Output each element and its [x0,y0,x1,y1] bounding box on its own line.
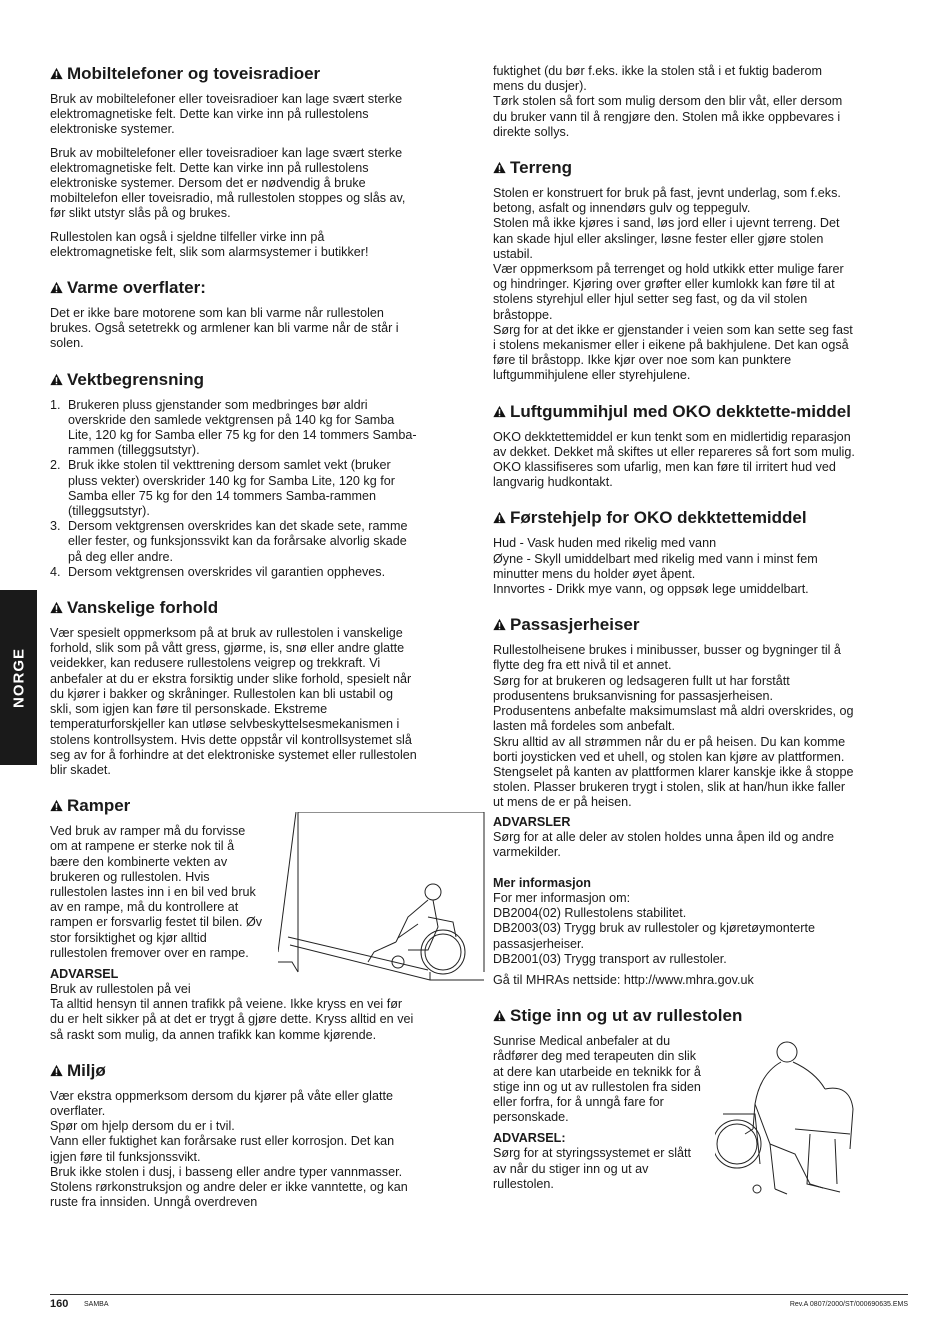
paragraph: OKO dekktettemiddel er kun tenkt som en midlertidig reparasjon av dekket. Dekket må skiftes ut eller repareres så fort som mulig. [493,429,855,459]
left-column [50,64,418,1228]
paragraph: DB2003(03) Trygg bruk av rullestoler og kjøretøymonterte passasjerheiser. [493,921,815,951]
section-forstehjelp [493,508,855,597]
ramp-illustration [278,812,486,988]
warning-icon [493,1009,506,1022]
paragraph: Øyne - Skyll umiddelbart med rikelig med vann i minst fem minutter mens du holder øyet åpent. [493,551,818,581]
section-stige [493,1006,855,1192]
paragraph: Stolen må ikke kjøres i sand, løs jord eller i ujevnt terreng. Det kan skade hjul eller akslinger, løsne fester eller gjøre stolen ustabil. [493,216,840,261]
weight-list [50,398,418,580]
paragraph: Vann eller fuktighet kan forårsake rust eller korrosjon. Det kan igjen føre til funksjonssvikt. [50,1134,395,1164]
paragraph: Sørg for at brukeren og ledsageren fullt ut har forstått produsentens bruksanvisning for passasjerheisen. [493,673,790,703]
heading-stige: Stige inn og ut av rullestolen [493,1006,855,1026]
section-passasjerheiser [493,615,855,988]
paragraph: Hud - Vask huden med rikelig med vann [493,536,717,551]
section-continued [493,64,855,140]
list-item: 4. Dersom vektgrensen overskrides vil garantien oppheves. [50,564,386,579]
warning-icon [493,405,506,418]
heading-vansk: Vanskelige forhold [50,598,418,618]
paragraph: Rullestolheisene brukes i minibusser, busser og bygninger til å flytte deg fra ett nivå til et annet. [493,643,841,673]
paragraph: Gå til MHRAs nettside: http://www.mhra.gov.uk [493,972,754,987]
paragraph: Stolen er konstruert for bruk på fast, jevnt underlag, som f.eks. betong, asfalt og innendørs gulv og teppegulv. [493,186,841,216]
right-column [493,64,855,1210]
warning-icon [50,1064,63,1077]
section-miljo [50,1061,418,1211]
warning-title: ADVARSLER [493,814,571,829]
paragraph: Det er ikke bare motorene som kan bli varme når rullestolen brukes. Også setetrekk og armlener kan bli varme når de står i solen. [50,306,399,351]
paragraph: Skru alltid av all strømmen når du er på heisen. Du kan komme borti joysticken ved et uhell, og stolen kan kjøre av plattformen. Stengselet på kanten av plattformen klarer kanskje ikke å stoppe stolen. Plasser brukeren trygt i stolen, slik at han/hun ikke faller ut mens de er på heisen. [493,734,854,810]
paragraph: Ta alltid hensyn til annen trafikk på veiene. Ikke kryss en vei før du er helt sikker på at det er trygt å gjøre dette. Kryss alltid en vei så raskt som mulig, da annen trafikk kan komme kjørende. [50,997,414,1042]
heading-ramper: Ramper [50,796,418,816]
heading-oko: Luftgummihjul med OKO dekktette-middel [493,402,855,422]
paragraph: Bruk av rullestolen på vei [50,981,191,996]
section-oko [493,402,855,491]
paragraph: Sørg for at alle deler av stolen holdes unna åpen ild og andre varmekilder. [493,829,834,859]
paragraph: For mer informasjon om: [493,890,631,905]
transfer-illustration [715,1034,855,1206]
paragraph: Sørg for at det ikke er gjenstander i veien som kan sette seg fast i stolens mekanismer eller i eikene på bakhjulene. Det kan også føre til bråstopp. Ikke kjør over noe som kan punktere luftgummihjulene eller styrehjulene. [493,322,853,383]
warning-icon [50,601,63,614]
paragraph: Sunrise Medical anbefaler at du rådfører deg med terapeuten din slik at dere kan utarbeide en teknikk for å stige inn og ut av rullestolen fra siden eller forfra, for å unngå fare for personskade. [493,1034,701,1125]
paragraph: Vær oppmerksom på terrenget og hold utkikk etter mulige farer og hindringer. Kjøring over grøfter eller kumlokk kan føre til at stolens styrehjul eller hjul setter seg fast, og da vil stolen bråstoppe. [493,262,844,322]
paragraph: Spør om hjelp dersom du er i tvil. [50,1119,235,1134]
paragraph: Rullestolen kan også i sjeldne tilfeller virke inn på elektromagnetiske felt, slik som alarmsystemer i butikker! [50,229,369,259]
paragraph: Produsentens anbefalte maksimumslast må aldri overskrides, og lasten må fordeles som anbefalt. [493,704,854,734]
paragraph: Bruk av mobiltelefoner eller toveisradioer kan lage svært sterke elektromagnetiske felt. Dette kan virke inn på rullestolens elektroniske systemer. Dersom det er nødvendig å bruke mobiltelefon eller toveisradio, må rullestolen stoppes og slås av, før slikt utstyr slås på og brukes. [50,145,406,221]
section-vekt [50,370,418,580]
heading-miljo: Miljø [50,1061,418,1081]
list-item: 3. Dersom vektgrensen overskrides kan det skade sete, ramme eller fester, og funksjonssvikt kan da forårsake alvorlig skade på deg eller andre. [50,519,408,564]
paragraph: DB2001(03) Trygg transport av rullestoler. [493,951,727,966]
revision-code: Rev.A 0807/2000/ST/000690635.EMS [789,1301,908,1308]
heading-mobil: Mobiltelefoner og toveisradioer [50,64,418,84]
list-item: 2. Bruk ikke stolen til vekttrening dersom samlet vekt (bruker pluss vekter) overskrider 140 kg for Samba Lite, 120 kg for Samba eller 75 kg for den 14 tommers Samba-rammen (tilleggsutstyr). [50,458,395,519]
warning-icon [50,373,63,386]
model-name: SAMBA [84,1301,109,1308]
section-varme [50,278,418,352]
paragraph: Sørg for at styringssystemet er slått av når du stiger inn og ut av rullestolen. [493,1146,692,1191]
paragraph: Vær ekstra oppmerksom dersom du kjører på våte eller glatte overflater. [50,1088,393,1118]
paragraph: Innvortes - Drikk mye vann, og oppsøk lege umiddelbart. [493,582,809,597]
heading-varme: Varme overflater: [50,278,418,298]
paragraph: Vær spesielt oppmerksom på at bruk av rullestolen i vanskelige forhold, slik som på vått gress, gjørme, is, snø eller andre glatte veidekker, kan redusere rullestolens veigrep og trekkraft. Vi anbefaler at du er ekstra forsiktig under slike forhold, spesielt når du kjører i bakker og skråninger. Rullestolen kan bli ustabil og skli, som igjen kan føre til personskade. Ekstreme temperaturforskjeller kan utløse selvbeskyttelsesmekanismen i stolens kontrollsystem. Hvis dette oppstår vil kontrollsystemet slå seg av for å forhindre at det elektroniske systemet eller rullestolen blir skadet. [50,626,417,777]
page-number: 160 [50,1298,69,1310]
paragraph: Bruk av mobiltelefoner eller toveisradioer kan lage svært sterke elektromagnetiske felt. Dette kan virke inn på rullestolens elektroniske systemer. [50,92,403,137]
heading-forstehjelp: Førstehjelp for OKO dekktettemiddel [493,508,855,528]
warning-icon [50,281,63,294]
info-title: Mer informasjon [493,875,591,890]
warning-icon [493,618,506,631]
warning-icon [50,67,63,80]
paragraph: DB2004(02) Rullestolens stabilitet. [493,906,687,921]
section-vansk [50,598,418,778]
heading-terreng: Terreng [493,158,855,178]
paragraph: fuktighet (du bør f.eks. ikke la stolen stå i et fuktig baderom mens du dusjer). [493,64,822,94]
section-mobil [50,64,418,260]
heading-vekt: Vektbegrensning [50,370,418,390]
language-tab [0,590,37,765]
paragraph: Bruk ikke stolen i dusj, i basseng eller andre typer vannmasser. Stolens rørkonstruksjon og andre deler er ikke vanntette, og kan ruste fra innsiden. Unngå overdreven [50,1164,408,1210]
list-item: 1. Brukeren pluss gjenstander som medbringes bør aldri overskride den samlede vektgrensen på 140 kg for Samba Lite, 120 kg for Samba eller 75 kg for den 14 tommers Samba-rammen (tilleggsutstyr). [50,397,417,458]
section-ramper [50,796,418,1043]
warning-title: ADVARSEL [50,966,119,981]
heading-passasjerheiser: Passasjerheiser [493,615,855,635]
warning-icon [493,161,506,174]
paragraph: Tørk stolen så fort som mulig dersom den blir våt, eller dersom du bruker vann til å rengjøre den. Stolen må ikke oppbevares i direkte sollys. [493,94,843,139]
paragraph: Ved bruk av ramper må du forvisse om at rampene er sterke nok til å bære den kombinerte vekten av brukeren og rullestolen. Hvis rullestolen lastes inn i en bil ved bruk av en rampe, må du kontrollere at rampen er forsvarlig festet til bilen. Øv stor forsiktighet og kjør alltid rullestolen fremover over en rampe. [50,824,263,960]
language-tab-label: NORGE [10,647,27,708]
paragraph: OKO klassifiseres som ufarlig, men kan føre til irritert hud ved langvarig hudkontakt. [493,460,836,490]
warning-icon [50,799,63,812]
footer-rule [50,1294,908,1295]
warning-icon [493,511,506,524]
section-terreng [493,158,855,384]
warning-title: ADVARSEL: [493,1131,566,1146]
